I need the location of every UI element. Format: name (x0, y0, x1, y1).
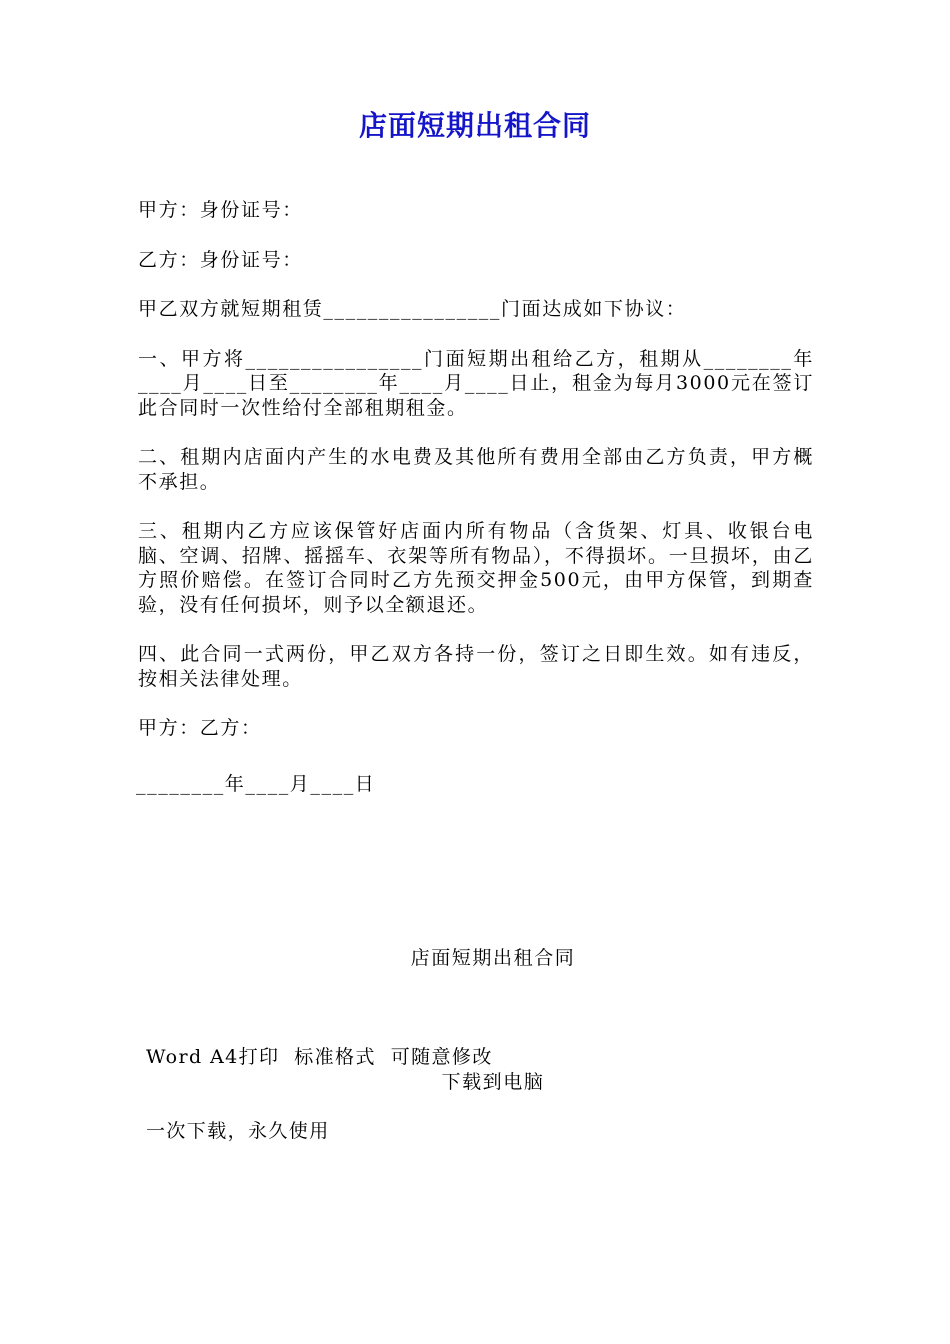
clause-2: 二、租期内店面内产生的水电费及其他所有费用全部由乙方负责，甲方概不承担。 (138, 446, 814, 493)
clause-4: 四、此合同一式两份，甲乙双方各持一份，签订之日即生效。如有违反，按相关法律处理。 (138, 643, 814, 690)
signature-line: 甲方：乙方： (138, 717, 262, 739)
clause-1: 一、甲方将________________门面短期出租给乙方，租期从________年____月____日至________年____月____日止，租金为每月3000元在签订此合同时一次性给付全部租期租金。 (138, 347, 814, 419)
date-line: ________年____月____日 (136, 773, 376, 795)
party-a-line: 甲方：身份证号： (138, 199, 303, 221)
clause-3: 三、租期内乙方应该保管好店面内所有物品（含货架、灯具、收银台电脑、空调、招牌、摇摇车、衣架等所有物品），不得损坏。一旦损坏，由乙方照价赔偿。在签订合同时乙方先预交押金500元，由甲方保管，到期查验，没有任何损坏，则予以全额退还。 (138, 520, 814, 616)
intro-paragraph: 甲乙双方就短期租赁________________门面达成如下协议： (138, 298, 687, 320)
footer-title: 店面短期出租合同 (410, 947, 576, 969)
contract-body (138, 198, 814, 766)
party-b-line: 乙方：身份证号： (138, 248, 303, 271)
page-title: 店面短期出租合同 (358, 109, 591, 142)
format-note: Word A4打印 标准格式 可随意修改 (146, 1046, 493, 1068)
download-link[interactable]: 下载到电脑 (441, 1071, 545, 1093)
usage-note: 一次下载，永久使用 (146, 1119, 330, 1142)
